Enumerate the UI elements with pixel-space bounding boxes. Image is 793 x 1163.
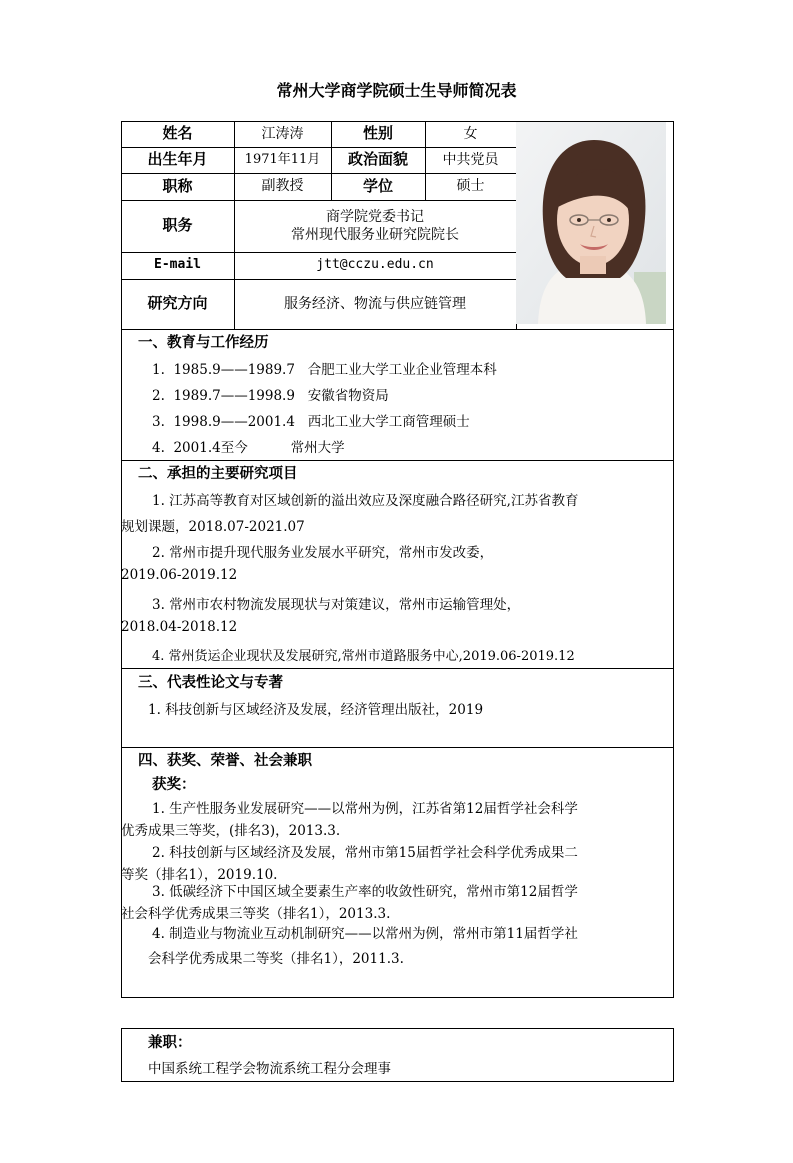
award-line: 等奖（排名1），2019.10. [121, 867, 278, 883]
awards-subheading: 获奖： [152, 777, 196, 793]
project-line: 1. 江苏高等教育对区域创新的溢出效应及深度融合路径研究,江苏省教育 [152, 493, 579, 509]
education-item: 2. 1989.7——1998.9 安徽省物资局 [152, 388, 389, 404]
email-label: E-mail [154, 257, 201, 273]
position-line-1: 商学院党委书记 [326, 208, 424, 225]
research-label: 研究方向 [147, 294, 208, 313]
gender-value: 女 [463, 125, 478, 142]
award-line: 2. 科技创新与区域经济及发展，常州市第15届哲学社会科学优秀成果二 [152, 845, 578, 861]
position-line-2: 常州现代服务业研究院院长 [291, 227, 459, 243]
parttime-heading: 兼职： [148, 1035, 192, 1051]
research-value: 服务经济、物流与供应链管理 [284, 295, 466, 312]
gender-label: 性别 [362, 124, 393, 143]
politics-label: 政治面貌 [347, 150, 408, 169]
papers-heading: 三、代表性论文与专著 [138, 675, 283, 691]
project-line: 规划课题，2018.07-2021.07 [121, 519, 305, 535]
paper-item: 1. 科技创新与区域经济及发展，经济管理出版社，2019 [148, 702, 484, 718]
award-line: 优秀成果三等奖，(排名3)，2013.3. [121, 823, 341, 839]
email-value: jtt@cczu.edu.cn [316, 257, 434, 273]
document-title: 常州大学商学院硕士生导师简况表 [276, 81, 517, 100]
parttime-item: 中国系统工程学会物流系统工程分会理事 [148, 1061, 391, 1077]
project-line: 2019.06-2019.12 [121, 567, 238, 583]
position-value [234, 200, 516, 252]
portrait-image [516, 122, 666, 324]
project-line: 2. 常州市提升现代服务业发展水平研究，常州市发改委， [152, 545, 494, 561]
profile-photo [516, 122, 666, 324]
job-title-label: 职称 [162, 176, 193, 195]
award-line: 会科学优秀成果二等奖（排名1），2011.3. [148, 951, 404, 967]
politics-value: 中共党员 [442, 151, 499, 168]
education-item: 4. 2001.4至今 常州大学 [152, 440, 345, 456]
degree-value: 硕士 [456, 178, 485, 195]
project-line: 4. 常州货运企业现状及发展研究,常州市道路服务中心,2019.06-2019.12 [152, 649, 575, 664]
job-title-value: 副教授 [261, 178, 304, 195]
birth-label: 出生年月 [147, 150, 208, 169]
award-line: 3. 低碳经济下中国区域全要素生产率的收敛性研究，常州市第12届哲学 [152, 884, 578, 900]
position-label: 职务 [162, 216, 193, 235]
education-heading: 一、教育与工作经历 [138, 335, 269, 351]
project-line: 3. 常州市农村物流发展现状与对策建议，常州市运输管理处， [152, 597, 521, 613]
award-line: 社会科学优秀成果三等奖（排名1），2013.3. [121, 906, 391, 922]
award-line: 4. 制造业与物流业互动机制研究——以常州为例，常州市第11届哲学社 [152, 926, 578, 942]
projects-heading: 二、承担的主要研究项目 [138, 466, 298, 482]
project-line: 2018.04-2018.12 [121, 619, 238, 635]
education-item: 3. 1998.9——2001.4 西北工业大学工商管理硕士 [152, 414, 470, 430]
birth-value: 1971年11月 [244, 151, 321, 167]
name-label: 姓名 [162, 124, 193, 143]
name-value: 江涛涛 [261, 125, 304, 142]
education-item: 1. 1985.9——1989.7 合肥工业大学工业企业管理本科 [152, 362, 497, 378]
awards-heading: 四、获奖、荣誉、社会兼职 [138, 753, 312, 769]
award-line: 1. 生产性服务业发展研究——以常州为例，江苏省第12届哲学社会科学 [152, 801, 578, 817]
degree-label: 学位 [362, 176, 393, 195]
